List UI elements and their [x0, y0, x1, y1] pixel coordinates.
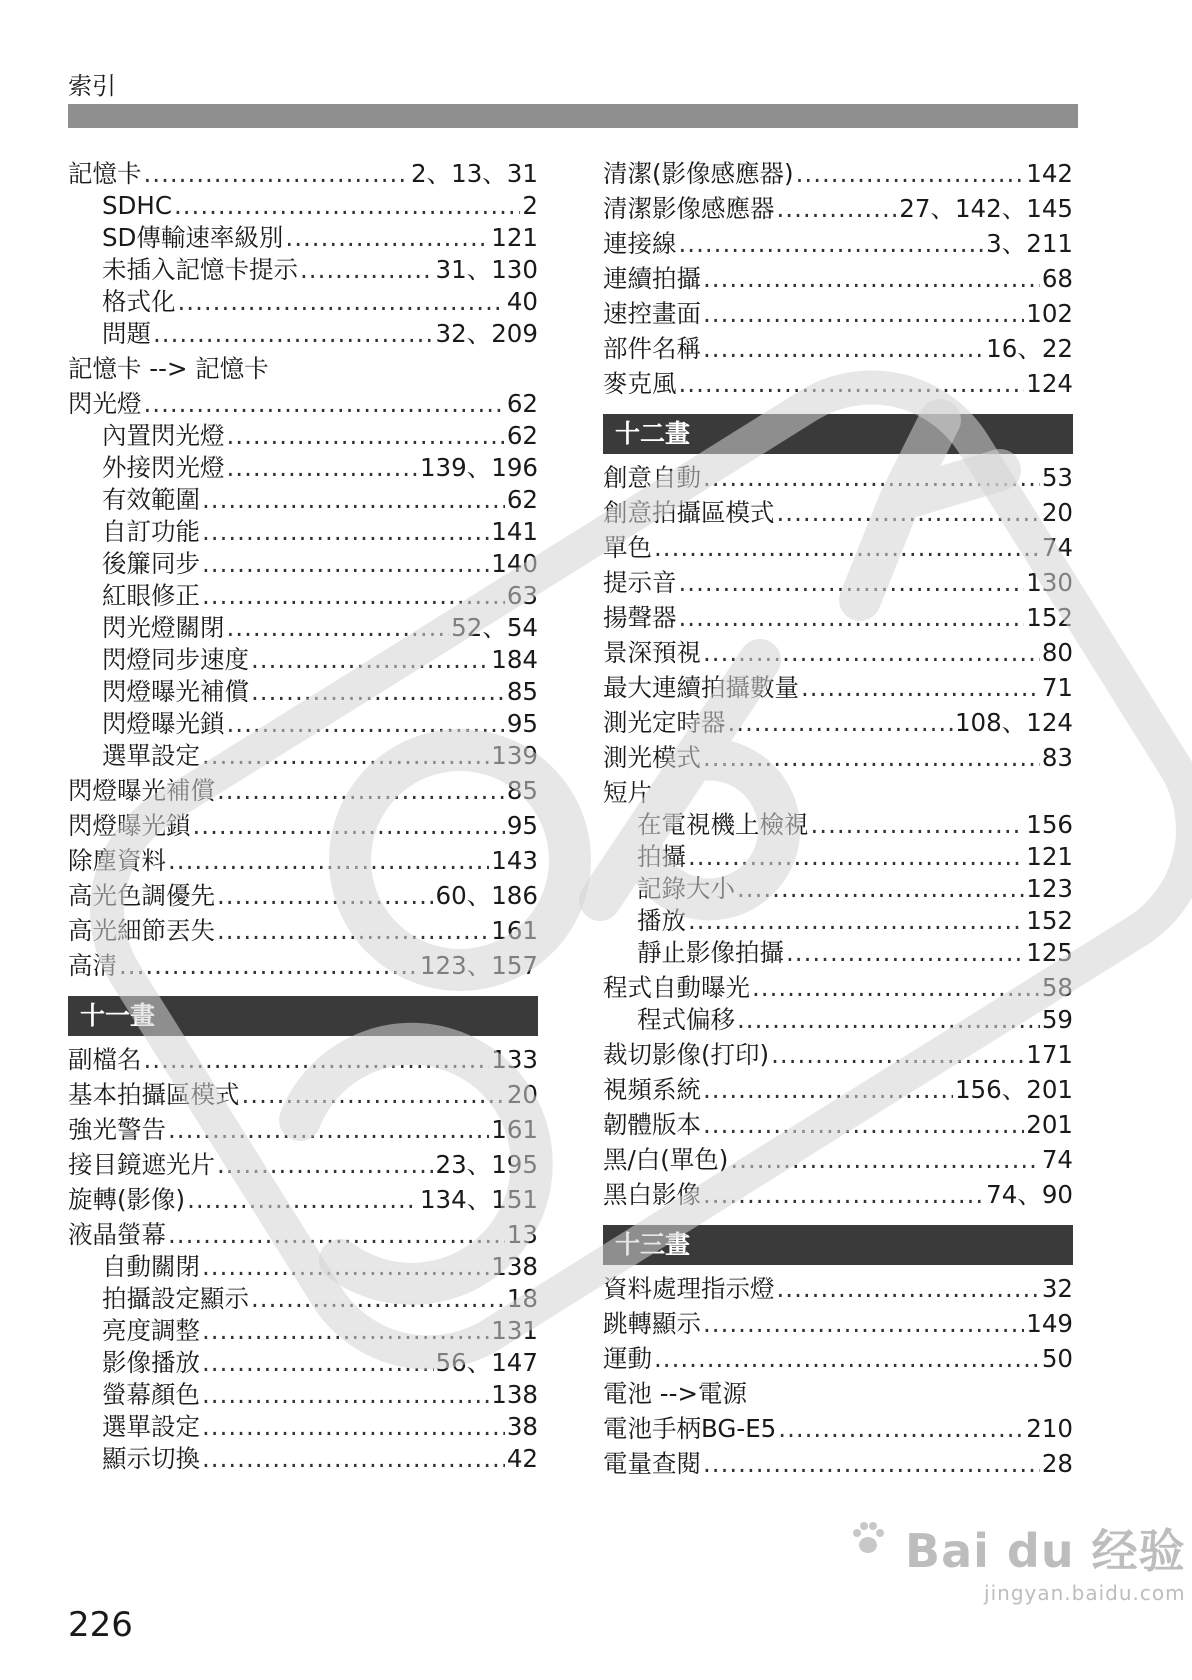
index-page-ref: 184: [491, 645, 538, 674]
dot-leader: [217, 775, 505, 807]
index-subentry: [68, 612, 538, 644]
index-term: 播放: [637, 906, 686, 935]
dot-leader: [777, 193, 898, 225]
baidu-paw-icon: [848, 1515, 888, 1555]
index-term: 視頻系統: [603, 1075, 701, 1104]
dot-leader: [703, 742, 1040, 774]
index-page-ref: 134、151: [419, 1185, 538, 1214]
index-entry: [68, 880, 538, 912]
index-subentry: [68, 190, 538, 222]
dot-leader: [174, 190, 520, 222]
index-entry: [603, 333, 1073, 365]
index-term: 閃燈曝光補償: [102, 677, 249, 706]
index-subentry: [68, 452, 538, 484]
index-page-ref: 50: [1041, 1344, 1073, 1373]
dot-leader: [202, 1443, 505, 1475]
index-subentry: [603, 937, 1073, 969]
dot-leader: [285, 222, 489, 254]
index-subentry: [603, 1004, 1073, 1036]
index-entry: [603, 1378, 1073, 1410]
index-page-ref: 85: [506, 677, 538, 706]
index-term: 高清: [68, 951, 117, 980]
index-entry: [603, 298, 1073, 330]
dot-leader: [251, 644, 489, 676]
index-term: 自訂功能: [102, 517, 200, 546]
index-page-ref: 68: [1041, 264, 1073, 293]
index-term: 創意自動: [603, 463, 701, 492]
dot-leader: [703, 1448, 1040, 1480]
dot-leader: [202, 1379, 489, 1411]
index-term: 拍攝設定顯示: [102, 1284, 249, 1313]
dot-leader: [168, 845, 489, 877]
index-subentry: [603, 905, 1073, 937]
index-term: 基本拍攝區模式: [68, 1080, 240, 1109]
index-subentry: [68, 1315, 538, 1347]
index-entry: [603, 228, 1073, 260]
dot-leader: [168, 1219, 505, 1251]
index-page-ref: 13: [506, 1220, 538, 1249]
index-term: 強光警告: [68, 1115, 166, 1144]
index-page-ref: 32: [1041, 1274, 1073, 1303]
index-page-ref: 38: [506, 1412, 538, 1441]
index-page-ref: 31、130: [435, 255, 538, 284]
section-heading: 十三畫: [603, 1225, 1073, 1265]
dot-leader: [178, 286, 505, 318]
index-entry: [603, 158, 1073, 190]
index-page-ref: 74、90: [986, 1180, 1073, 1209]
dot-leader: [251, 1283, 505, 1315]
dot-leader: [752, 972, 1040, 1004]
index-page-ref: 210: [1026, 1414, 1073, 1443]
index-page-ref: 142: [1026, 159, 1073, 188]
index-subentry: [68, 548, 538, 580]
dot-leader: [202, 1315, 489, 1347]
index-term: 黑白影像: [603, 1180, 701, 1209]
index-page-ref: 138: [491, 1380, 538, 1409]
index-term: 問題: [102, 319, 151, 348]
index-term: SD傳輸速率級別: [102, 223, 284, 252]
section-heading: 十二畫: [603, 414, 1073, 454]
dot-leader: [251, 676, 505, 708]
dot-leader: [217, 1149, 434, 1181]
index-entry: [603, 672, 1073, 704]
dot-leader: [703, 333, 984, 365]
dot-leader: [202, 740, 489, 772]
dot-leader: [202, 484, 505, 516]
index-page-ref: 71: [1041, 673, 1073, 702]
index-entry: [68, 1149, 538, 1181]
index-page-ref: 152: [1026, 906, 1073, 935]
index-term: 裁切影像(打印): [603, 1040, 770, 1069]
index-subentry: [68, 740, 538, 772]
index-subentry: [68, 484, 538, 516]
index-term: 除塵資料: [68, 846, 166, 875]
index-term: 程式偏移: [637, 1005, 735, 1034]
dot-leader: [242, 1079, 505, 1111]
index-entry: [603, 193, 1073, 225]
index-entry: [68, 845, 538, 877]
dot-leader: [703, 298, 1024, 330]
index-term: 揚聲器: [603, 603, 677, 632]
dot-leader: [679, 228, 985, 260]
index-entry: [603, 1074, 1073, 1106]
dot-leader: [771, 1039, 1024, 1071]
dot-leader: [202, 548, 489, 580]
index-page-ref: 56、147: [435, 1348, 538, 1377]
dot-leader: [144, 1044, 490, 1076]
baidu-logo-text: Bai du 经验: [905, 1524, 1186, 1578]
index-term: 未插入記憶卡提示: [102, 255, 298, 284]
dot-leader: [202, 1411, 505, 1443]
index-term: 電池 -->電源: [603, 1379, 747, 1408]
dot-leader: [217, 915, 489, 947]
index-term: 單色: [603, 533, 652, 562]
index-entry: [603, 1273, 1073, 1305]
index-page-ref: 143: [491, 846, 538, 875]
header-title: 索引: [68, 72, 116, 100]
index-entry: [68, 158, 538, 190]
dot-leader: [728, 707, 953, 739]
dot-leader: [688, 841, 1024, 873]
index-term: 資料處理指示燈: [603, 1274, 775, 1303]
index-term: 後簾同步: [102, 549, 200, 578]
dot-leader: [187, 1184, 418, 1216]
index-term: 影像播放: [102, 1348, 200, 1377]
baidu-url: jingyan.baidu.com: [984, 1581, 1186, 1605]
index-page-ref: 42: [506, 1444, 538, 1473]
index-page-ref: 52、54: [451, 613, 538, 642]
index-page-ref: 74: [1041, 533, 1073, 562]
dot-leader: [703, 1308, 1024, 1340]
index-term: 旋轉(影像): [68, 1185, 186, 1214]
index-page-ref: 140: [491, 549, 538, 578]
index-subentry: [68, 420, 538, 452]
dot-leader: [811, 809, 1025, 841]
index-page-ref: 27、142、145: [899, 194, 1073, 223]
index-term: 連接線: [603, 229, 677, 258]
index-entry: [68, 775, 538, 807]
index-subentry: [68, 286, 538, 318]
index-term: 連續拍攝: [603, 264, 701, 293]
index-entry: [603, 263, 1073, 295]
index-entry: [603, 777, 1073, 809]
index-entry: [68, 950, 538, 982]
index-page-ref: 130: [1026, 568, 1073, 597]
index-entry: [603, 1179, 1073, 1211]
index-term: 閃光燈: [68, 389, 142, 418]
index-term: 外接閃光燈: [102, 453, 225, 482]
index-page-ref: 139、196: [419, 453, 538, 482]
index-term: 高光色調優先: [68, 881, 215, 910]
index-term: 程式自動曝光: [603, 973, 750, 1002]
dot-leader: [227, 420, 505, 452]
index-page-ref: 80: [1041, 638, 1073, 667]
index-subentry: [68, 1347, 538, 1379]
index-page-ref: 161: [491, 1115, 538, 1144]
index-subentry: [68, 1443, 538, 1475]
index-subentry: [603, 873, 1073, 905]
index-term: 創意拍攝區模式: [603, 498, 775, 527]
index-term: 液晶螢幕: [68, 1220, 166, 1249]
dot-leader: [227, 612, 450, 644]
index-entry: [603, 1039, 1073, 1071]
index-page-ref: 124: [1026, 369, 1073, 398]
index-term: 靜止影像拍攝: [637, 938, 784, 967]
index-term: 自動關閉: [102, 1252, 200, 1281]
dot-leader: [227, 452, 418, 484]
index-term: 短片: [603, 778, 652, 807]
index-page-ref: 63: [506, 581, 538, 610]
index-subentry: [68, 516, 538, 548]
dot-leader: [144, 388, 505, 420]
index-page-ref: 2、13、31: [411, 159, 538, 188]
index-entry: [603, 972, 1073, 1004]
index-term: 閃燈曝光補償: [68, 776, 215, 805]
index-term: 韌體版本: [603, 1110, 701, 1139]
index-entry: [603, 637, 1073, 669]
index-entry: [603, 1308, 1073, 1340]
index-entry: [68, 1044, 538, 1076]
index-term: 黑/白(單色): [603, 1145, 729, 1174]
index-page-ref: 62: [506, 485, 538, 514]
dot-leader: [703, 637, 1040, 669]
dot-leader: [202, 516, 489, 548]
index-term: 閃光燈關閉: [102, 613, 225, 642]
index-entry: [603, 462, 1073, 494]
index-term: 電量查閱: [603, 1449, 701, 1478]
index-page-ref: 16、22: [986, 334, 1073, 363]
index-entry: [603, 532, 1073, 564]
index-page-ref: 40: [506, 287, 538, 316]
index-entry: [603, 1144, 1073, 1176]
index-page-ref: 123: [1026, 874, 1073, 903]
index-page-ref: 131: [491, 1316, 538, 1345]
dot-leader: [737, 873, 1024, 905]
index-page-ref: 139: [491, 741, 538, 770]
index-page-ref: 53: [1041, 463, 1073, 492]
dot-leader: [703, 1179, 984, 1211]
dot-leader: [654, 1343, 1040, 1375]
index-page-ref: 156、201: [954, 1075, 1073, 1104]
index-page-ref: 62: [506, 421, 538, 450]
index-entry: [68, 388, 538, 420]
index-page-ref: 125: [1026, 938, 1073, 967]
dot-leader: [703, 1074, 953, 1106]
dot-leader: [202, 580, 505, 612]
index-page-ref: 32、209: [435, 319, 538, 348]
index-entry: [603, 707, 1073, 739]
index-subentry: [68, 318, 538, 350]
index-term: 選單設定: [102, 741, 200, 770]
index-page-ref: 95: [506, 709, 538, 738]
index-term: 選單設定: [102, 1412, 200, 1441]
index-page-ref: 133: [491, 1045, 538, 1074]
index-term: 接目鏡遮光片: [68, 1150, 215, 1179]
dot-leader: [688, 905, 1024, 937]
index-term: 景深預視: [603, 638, 701, 667]
index-term: 閃燈曝光鎖: [68, 811, 191, 840]
index-entry: [68, 1184, 538, 1216]
dot-leader: [777, 1273, 1040, 1305]
index-term: 在電視機上檢視: [637, 810, 809, 839]
index-page-ref: 161: [491, 916, 538, 945]
index-subentry: [603, 809, 1073, 841]
index-page-ref: 60、186: [435, 881, 538, 910]
index-subentry: [68, 644, 538, 676]
index-entry: [603, 368, 1073, 400]
index-entry: [68, 810, 538, 842]
index-subentry: [603, 841, 1073, 873]
baidu-logo: [848, 1515, 1186, 1581]
index-page-ref: 95: [506, 811, 538, 840]
dot-leader: [778, 1413, 1024, 1445]
index-page-ref: 58: [1041, 973, 1073, 1002]
index-page-ref: 62: [506, 389, 538, 418]
index-term: 螢幕顏色: [102, 1380, 200, 1409]
index-page-ref: 74: [1041, 1145, 1073, 1174]
index-page-ref: 138: [491, 1252, 538, 1281]
dot-leader: [119, 950, 418, 982]
index-term: 速控畫面: [603, 299, 701, 328]
index-column-left: [68, 155, 538, 1475]
index-entry: [603, 742, 1073, 774]
index-term: 記錄大小: [637, 874, 735, 903]
index-page-ref: 121: [1026, 842, 1073, 871]
dot-leader: [679, 368, 1025, 400]
index-page-ref: 141: [491, 517, 538, 546]
index-page-ref: 23、195: [435, 1150, 538, 1179]
index-term: 清潔(影像感應器): [603, 159, 794, 188]
index-page-ref: 156: [1026, 810, 1073, 839]
index-entry: [68, 353, 538, 385]
index-term: 運動: [603, 1344, 652, 1373]
dot-leader: [202, 1347, 434, 1379]
index-page-ref: 123、157: [419, 951, 538, 980]
index-page-ref: 201: [1026, 1110, 1073, 1139]
index-term: 電池手柄BG-E5: [603, 1414, 777, 1443]
index-entry: [603, 1109, 1073, 1141]
index-subentry: [68, 1283, 538, 1315]
index-term: 閃燈曝光鎖: [102, 709, 225, 738]
dot-leader: [737, 1004, 1040, 1036]
index-subentry: [68, 1411, 538, 1443]
index-page-ref: 2: [522, 191, 538, 220]
index-entry: [68, 1114, 538, 1146]
index-term: 跳轉顯示: [603, 1309, 701, 1338]
index-page-ref: 20: [506, 1080, 538, 1109]
index-entry: [68, 915, 538, 947]
index-subentry: [68, 708, 538, 740]
dot-leader: [217, 880, 434, 912]
dot-leader: [679, 602, 1025, 634]
index-subentry: [68, 222, 538, 254]
dot-leader: [679, 567, 1025, 599]
index-page-ref: 85: [506, 776, 538, 805]
index-term: 紅眼修正: [102, 581, 200, 610]
dot-leader: [801, 672, 1040, 704]
index-page-ref: 20: [1041, 498, 1073, 527]
index-page-ref: 149: [1026, 1309, 1073, 1338]
index-page-ref: 28: [1041, 1449, 1073, 1478]
index-column-right: [603, 155, 1073, 1480]
index-entry: [603, 1343, 1073, 1375]
dot-leader: [796, 158, 1025, 190]
index-entry: [603, 1413, 1073, 1445]
dot-leader: [227, 708, 505, 740]
dot-leader: [786, 937, 1024, 969]
index-term: 高光細節丟失: [68, 916, 215, 945]
index-term: 亮度調整: [102, 1316, 200, 1345]
index-subentry: [68, 676, 538, 708]
index-term: 拍攝: [637, 842, 686, 871]
index-page-ref: 102: [1026, 299, 1073, 328]
index-term: 格式化: [102, 287, 176, 316]
dot-leader: [300, 254, 434, 286]
index-term: 閃燈同步速度: [102, 645, 249, 674]
index-entry: [68, 1219, 538, 1251]
index-term: 有效範圍: [102, 485, 200, 514]
dot-leader: [703, 462, 1040, 494]
index-term: 內置閃光燈: [102, 421, 225, 450]
dot-leader: [193, 810, 505, 842]
index-entry: [603, 1448, 1073, 1480]
index-term: 麥克風: [603, 369, 677, 398]
index-term: 副檔名: [68, 1045, 142, 1074]
index-page-ref: 83: [1041, 743, 1073, 772]
index-term: 最大連續拍攝數量: [603, 673, 799, 702]
dot-leader: [153, 318, 434, 350]
index-term: 顯示切換: [102, 1444, 200, 1473]
index-term: SDHC: [102, 191, 172, 220]
index-page-ref: 59: [1041, 1005, 1073, 1034]
header-bar: [68, 104, 1078, 128]
index-term: 測光模式: [603, 743, 701, 772]
index-term: 部件名稱: [603, 334, 701, 363]
index-term: 記憶卡 --> 記憶卡: [68, 354, 269, 383]
index-page-ref: 3、211: [986, 229, 1073, 258]
index-term: 測光定時器: [603, 708, 726, 737]
dot-leader: [144, 158, 410, 190]
dot-leader: [703, 1109, 1024, 1141]
index-subentry: [68, 1379, 538, 1411]
index-subentry: [68, 254, 538, 286]
index-term: 提示音: [603, 568, 677, 597]
dot-leader: [654, 532, 1040, 564]
section-heading: 十一畫: [68, 996, 538, 1036]
index-page-ref: 171: [1026, 1040, 1073, 1069]
page-number: 226: [68, 1605, 133, 1645]
dot-leader: [777, 497, 1040, 529]
dot-leader: [703, 263, 1040, 295]
index-page-ref: 108、124: [954, 708, 1073, 737]
index-subentry: [68, 1251, 538, 1283]
index-entry: [68, 1079, 538, 1111]
baidu-watermark: [848, 1515, 1186, 1605]
index-term: 記憶卡: [68, 159, 142, 188]
index-page-ref: 152: [1026, 603, 1073, 632]
index-term: 清潔影像感應器: [603, 194, 775, 223]
index-page-ref: 121: [491, 223, 538, 252]
index-subentry: [68, 580, 538, 612]
dot-leader: [202, 1251, 489, 1283]
index-entry: [603, 567, 1073, 599]
index-page-ref: 18: [506, 1284, 538, 1313]
index-entry: [603, 602, 1073, 634]
dot-leader: [168, 1114, 489, 1146]
index-entry: [603, 497, 1073, 529]
dot-leader: [730, 1144, 1039, 1176]
